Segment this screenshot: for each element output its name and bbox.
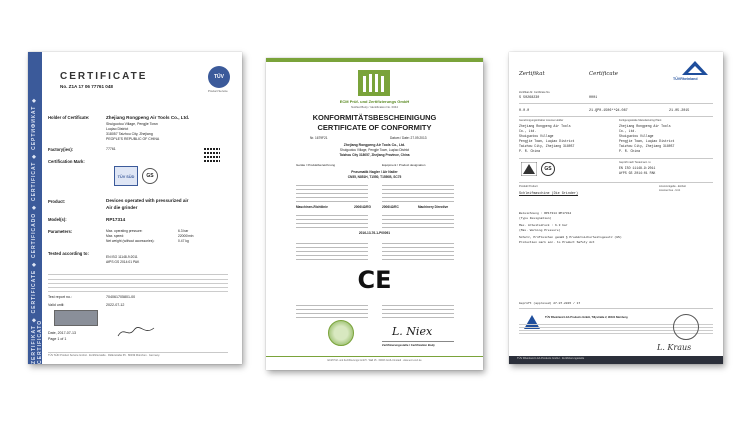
license-holder-line: P. R. China [519,149,541,153]
bottom-strip-text: TÜV Rheinland LGA Products GmbH · Zertifizierungsstelle [517,357,585,360]
company-name: Zhejiang Rongpeng Air Tools Co., Ltd. [343,143,406,147]
text-block-en-3 [382,240,454,260]
tuv-sud-mark-icon [114,166,138,186]
text-block-en-2 [382,214,454,228]
certificate-footer: TÜV SÜD Product Service GmbH · Zertifizierstelle · Ridlerstraße 65 · 80339 München · Germany [48,354,160,357]
top-band [266,58,483,62]
text-block-en-4 [382,304,454,318]
plant-line: P. R. China [619,149,641,153]
parameters-label: Parameters: [48,229,73,234]
page-indicator: Page 1 of 1 [48,337,67,341]
qr-code-icon [204,146,220,162]
hologram-sticker-icon [54,310,98,326]
description-line: (Max. Working Pressure) [519,229,561,232]
certificate-no: S 50268230 [519,96,540,100]
side-band-text: ZERTIFIKAT ◆ CERTIFICATE ◆ CERTIFICADO ◆ CERTIFICAT ◆ СЕРТИФИКАТ ◆ CERTIFICATO [31,96,43,364]
product-value: Devices operated with pressurized air [106,198,189,203]
valid-until-label: Valid until: [48,303,65,307]
signature-icon [116,324,156,340]
title-en: Certificate [589,71,618,77]
signature: L. Kraus [657,343,692,352]
holder-address-line: Luqiao District [106,127,129,131]
holder-address-line: Shuiguotou Village, Pengjie Town [106,122,158,126]
tuv-logo-text: TÜV [214,74,224,80]
tuv-rheinland-name: TÜVRheinland [673,77,698,81]
title-de: Zertifikat [519,71,545,77]
approval-note: Geprüft (approved) 27.07.2015 / 17 [519,302,581,305]
tested-label: Tested according to: [48,251,89,256]
model-label: Model(s): [48,217,67,222]
certification-mark-label: Certification Mark: [48,159,85,164]
certificate-date: Datum / Date: 27.09.2013 [390,136,427,140]
text-block-en [382,184,454,202]
ecm-building-logo-icon [358,70,390,96]
license-holder-line: Taizhou City, Zhejiang 318057 [519,144,575,148]
text-block-de [296,184,368,202]
license-holder-line: Shuiguotou Village [519,134,554,138]
product-value: Schleifmaschine (Die Grinder) [519,192,579,196]
license-holder-label: Genehmigungsinhaber License Holder [519,119,564,122]
test-report-label: Test report no.: [48,295,72,299]
tested-standard: AfPS GS 2014:01 PAK [619,171,656,175]
ecm-certificate-of-conformity [266,58,483,370]
test-report-value: 704061705801-00 [106,295,136,299]
directive-de: Maschinen-Richtlinie [296,205,328,209]
test-report-number: 21.QP0-1506**94.087 [589,109,628,113]
gs-mark-text: GS [544,166,552,172]
directive-number: 2006/42/EG [354,205,372,209]
product-label-de: Geräte / Produktbezeichnung [296,163,336,167]
license-holder-line: Pengjie Town, Luqiao District [519,139,575,143]
tuv-triangle-mark-icon [521,162,537,176]
issuer-subtitle: Notified Body / Identification No. 0044 [351,105,398,109]
factory-value: 77761 [106,147,116,151]
holder-name: Zhejiang Rongpeng Air Tools Co., Ltd. [106,115,190,120]
product-name: Pneumatik Nagler / Air Nailer [351,170,398,174]
holder-address-line: 318057 Taizhou City, Zhejiang [106,132,153,136]
tuv-logo [208,66,230,88]
certificate-code: 2016-13-76-1-P00091 [358,231,391,235]
parameter-name: Max. speed: [106,234,124,238]
ecm-seal-icon [328,320,354,346]
description-line: Schutz, Prüfzeichen gemäß § Produktsicherheitsgesetz (GS) [519,236,622,239]
plant-line: Zhejiang Rongpeng Air Tools [619,124,671,128]
issuer-address: TÜV Rheinland LGA Products GmbH, Tillystraße 2, 90431 Nürnberg [545,316,628,319]
title-english: CERTIFICATE OF CONFORMITY [317,123,432,132]
tuv-mark-text: TÜV SÜD [117,175,135,179]
divider [48,274,228,275]
version-value: 0.0.0 [519,109,530,113]
valid-until-value: 2022-07-12 [106,303,125,307]
signature-caption: Zertifizierungsstelle / Certification Body [382,343,435,347]
certificate-side-band [28,52,42,364]
plant-line: Pengjie Town, Luqiao District [619,139,675,143]
tested-standard: AfPS GS 2014:01 PAK [106,260,140,264]
description-line: Protection mark acc. to Product Safety Act [519,241,595,244]
parameter-name: Max. operating pressure: [106,229,143,233]
product-value-2: Air die grinder [106,205,138,210]
report-no: 0001 [589,96,598,100]
certificate-no-label: Zertifikat-Nr. Certificate No. [519,91,551,94]
divider [519,103,713,104]
divider [519,158,713,159]
divider [519,116,713,117]
certificate-title: CERTIFICATE [60,71,148,82]
gs-mark-icon [142,168,158,184]
issuer-name: ECM Prüf- und Zertifizierungs GmbH [339,99,410,104]
license-fee-sublabel: License Fee - Unit [659,189,681,192]
footer-divider [266,356,483,357]
logo-subtitle: Product Service [208,89,228,93]
text-block-de-4 [296,304,368,318]
product-label: Produkt Product [519,185,538,188]
gs-mark-icon [541,162,555,176]
holder-label: Holder of Certificate: [48,115,90,120]
tested-according-label: Geprüft nach Tested acc. to [619,161,651,164]
product-label: Product: [48,199,66,204]
holder-address-line: PEOPLE'S REPUBLIC OF CHINA [106,137,160,141]
tested-standard: EN ISO 11148-9:2011 [106,255,138,259]
tuv-sud-certificate [28,52,242,364]
issue-date: 21.05.2015 [669,109,690,113]
ce-mark-icon: CE [357,266,392,294]
license-holder-line: Zhejiang Rongpeng Air Tools [519,124,571,128]
parameter-value: 6.3 bar [178,229,189,233]
description-line: (Type Designation) [519,217,552,220]
product-label-en: Equipment / Product designation [382,163,426,167]
certificate-number: No. Z1A 17 06 77761 048 [60,84,113,89]
parameter-name: Net weight (without accessories): [106,239,155,243]
directive-number-en: 2006/42/EC [382,205,399,209]
footer-divider [48,352,228,353]
plant-line: Taizhou City, Zhejiang 318057 [619,144,675,148]
manufacturing-plant-label: Fertigungsstätte Manufacturing Plant [619,119,662,122]
description-line: Bezeichnung : RP17314 RP17314 [519,212,572,215]
title-german: KONFORMITÄTSBESCHEINIGUNG [312,113,437,122]
legal-text-block [48,278,228,292]
gs-mark-text: GS [146,173,154,179]
tested-standard: EN ISO 11148-9:2011 [619,166,656,170]
tuv-rheinland-triangle-logo-icon [681,60,709,76]
official-stamp-icon [673,314,699,340]
text-block-de-3 [296,240,368,260]
tuv-rheinland-certificate [509,52,723,364]
certificate-footer: ECM Prüf- und Zertifizierungs GmbH · Wall 15 · 64823 Groß-Umstadt · www.ecm-zert.de [327,359,422,362]
certificate-date: Date, 2017-07-13 [48,331,76,335]
factory-label: Factory(ies): [48,147,74,152]
license-fee-label: Lizenzentgelte - Einheit [659,185,686,188]
parameter-value: 22000/min [178,234,194,238]
divider [519,308,713,309]
license-holder-line: Co., Ltd. [519,129,537,133]
divider [519,182,713,183]
certificate-nr: Nr. 1679F21 [310,136,328,140]
parameter-value: 0.47 kg [178,239,189,243]
signature: L. Niex [392,325,433,338]
description-line: Max. Arbeitsdruck : 6.3 bar [519,224,568,227]
company-address-2: Taizhou City 318057, Zhejiang Province, China [339,153,410,157]
plant-line: Co., Ltd. [619,129,637,133]
model-value: RP17314 [106,217,126,222]
product-models: CN55, N851H, T1550, T1550B, SC75 [347,175,402,179]
text-block-de-2 [296,214,368,228]
directive-en: Machinery Directive [418,205,449,209]
company-address: Shuiguotou Village, Pengjie Town, Luqiao District [339,148,410,152]
plant-line: Shuiguotou Village [619,134,654,138]
signature-line [382,341,454,342]
